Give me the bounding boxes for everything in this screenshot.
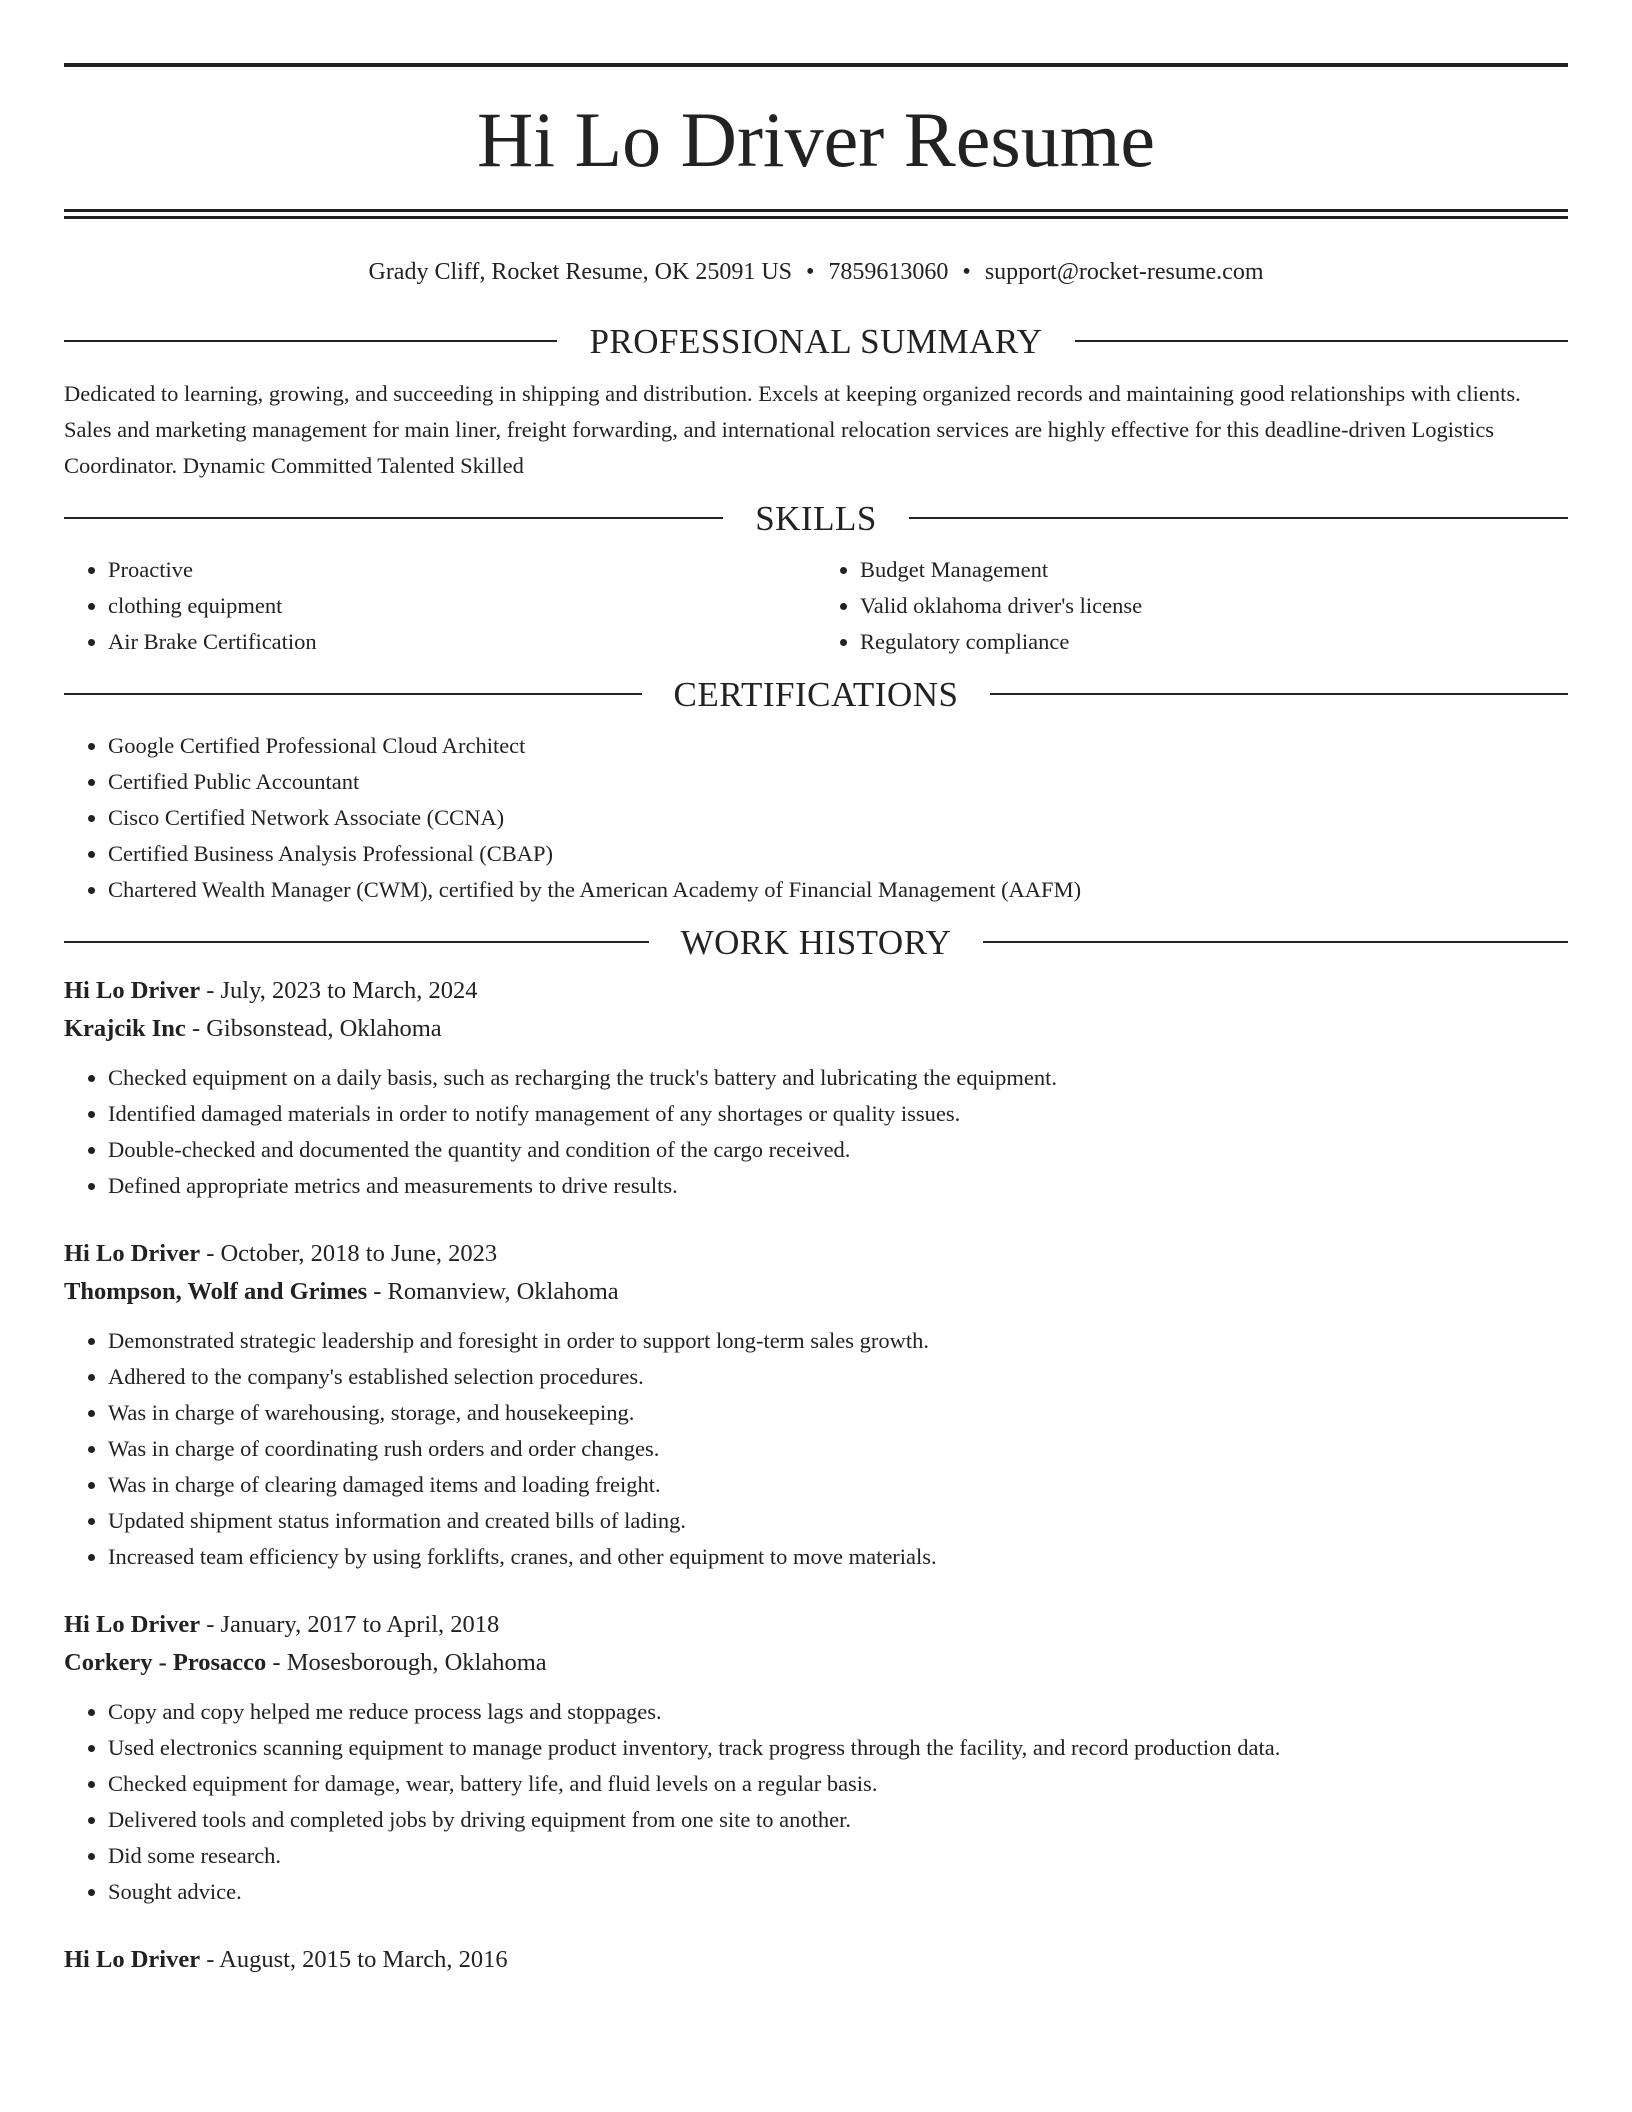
job-bullet: • Did some research. [108, 1838, 1568, 1874]
work-history-heading-label: WORK HISTORY [680, 922, 952, 962]
certification-item: • Google Certified Professional Cloud Architect [108, 728, 1568, 764]
contact-address: Grady Cliff, Rocket Resume, OK 25091 US [368, 259, 792, 285]
job-dates: - July, 2023 to March, 2024 [200, 976, 478, 1004]
contact-separator: • [806, 259, 815, 285]
job-company: Thompson, Wolf and Grimes [64, 1277, 368, 1305]
certifications-list [64, 728, 1568, 908]
job-bullet: • Checked equipment on a daily basis, such as recharging the truck's battery and lubricating the equipment. [108, 1060, 1568, 1096]
heading-rule-left [64, 340, 557, 342]
certifications-heading-label: CERTIFICATIONS [673, 674, 959, 714]
skill-item: • clothing equipment [108, 588, 816, 624]
job-company: Krajcik Inc [64, 1014, 186, 1042]
job-dates: - October, 2018 to June, 2023 [200, 1239, 498, 1267]
job-title-line [64, 1941, 1568, 1979]
job-company-line [64, 1010, 1568, 1048]
job-entry [64, 972, 1568, 1204]
summary-heading-label: PROFESSIONAL SUMMARY [589, 321, 1043, 361]
top-rule [64, 63, 1568, 67]
heading-rule-right [983, 941, 1568, 943]
skill-item: • Proactive [108, 552, 816, 588]
heading-rule-left [64, 693, 642, 695]
heading-rule-left [64, 941, 649, 943]
contact-separator: • [962, 259, 971, 285]
job-title: Hi Lo Driver [64, 976, 201, 1004]
job-bullets [64, 1060, 1568, 1204]
job-title-line [64, 1606, 1568, 1644]
heading-rule-right [990, 693, 1568, 695]
summary-heading [64, 321, 1568, 361]
job-entry [64, 1235, 1568, 1575]
job-entry [64, 1606, 1568, 1910]
job-bullet: • Was in charge of coordinating rush orders and order changes. [108, 1431, 1568, 1467]
job-bullet: • Was in charge of warehousing, storage, and housekeeping. [108, 1395, 1568, 1431]
job-title: Hi Lo Driver [64, 1945, 201, 1973]
job-title-line [64, 1235, 1568, 1273]
title-double-rule [64, 209, 1568, 219]
job-bullet: • Identified damaged materials in order to notify management of any shortages or quality issues. [108, 1096, 1568, 1132]
job-title: Hi Lo Driver [64, 1610, 201, 1638]
job-company-line [64, 1644, 1568, 1682]
job-bullet: • Double-checked and documented the quantity and condition of the cargo received. [108, 1132, 1568, 1168]
skills-column-left [64, 552, 816, 660]
job-title-line [64, 972, 1568, 1010]
contact-email: support@rocket-resume.com [984, 259, 1264, 285]
job-dates: - January, 2017 to April, 2018 [200, 1610, 500, 1638]
job-bullets [64, 1323, 1568, 1575]
job-bullet: • Was in charge of clearing damaged items and loading freight. [108, 1467, 1568, 1503]
certification-item: • Certified Business Analysis Professional (CBAP) [108, 836, 1568, 872]
job-bullet: • Increased team efficiency by using forklifts, cranes, and other equipment to move materials. [108, 1539, 1568, 1575]
job-location: - Romanview, Oklahoma [367, 1277, 619, 1305]
heading-rule-right [1075, 340, 1568, 342]
job-bullet: • Defined appropriate metrics and measurements to drive results. [108, 1168, 1568, 1204]
skill-item: • Regulatory compliance [860, 624, 1568, 660]
skills-heading-label: SKILLS [755, 498, 877, 538]
job-bullet: • Used electronics scanning equipment to manage product inventory, track progress through the facility, and record production data. [108, 1730, 1568, 1766]
skills-heading [64, 498, 1568, 538]
page-title: Hi Lo Driver Resume [476, 96, 1155, 183]
work-history-heading [64, 922, 1568, 962]
job-bullet: • Updated shipment status information and created bills of lading. [108, 1503, 1568, 1539]
skills-list [64, 552, 1568, 660]
contact-phone: 7859613060 [828, 259, 949, 285]
job-company: Corkery - Prosacco [64, 1648, 267, 1676]
contact-line [64, 258, 1568, 287]
job-bullet: • Adhered to the company's established selection procedures. [108, 1359, 1568, 1395]
skill-item: • Valid oklahoma driver's license [860, 588, 1568, 624]
heading-rule-right [909, 517, 1568, 519]
job-location: - Gibsonstead, Oklahoma [185, 1014, 442, 1042]
job-location: - Mosesborough, Oklahoma [266, 1648, 547, 1676]
job-bullet: • Copy and copy helped me reduce process lags and stoppages. [108, 1694, 1568, 1730]
skill-item: • Budget Management [860, 552, 1568, 588]
job-bullet: • Demonstrated strategic leadership and foresight in order to support long-term sales growth. [108, 1323, 1568, 1359]
job-dates: - August, 2015 to March, 2016 [200, 1945, 508, 1973]
skills-column-right [816, 552, 1568, 660]
resume-content [64, 63, 1568, 1979]
job-bullet: • Checked equipment for damage, wear, battery life, and fluid levels on a regular basis. [108, 1766, 1568, 1802]
job-company-line [64, 1273, 1568, 1311]
job-bullets [64, 1694, 1568, 1910]
job-title: Hi Lo Driver [64, 1239, 201, 1267]
certification-item: • Chartered Wealth Manager (CWM), certified by the American Academy of Financial Management (AAFM) [108, 872, 1568, 908]
summary-text: Dedicated to learning, growing, and succeeding in shipping and distribution. Excels at keeping organized records and maintaining good relationships with clients. Sales and marketing management for main liner, freight forwarding, and international relocation services are highly effective for this deadline-driven Logistics Coordinator. Dynamic Committed Talented Skilled [64, 380, 1521, 478]
skill-item: • Air Brake Certification [108, 624, 816, 660]
job-bullet: • Sought advice. [108, 1874, 1568, 1910]
certification-item: • Cisco Certified Network Associate (CCNA) [108, 800, 1568, 836]
certification-item: • Certified Public Accountant [108, 764, 1568, 800]
certifications-heading [64, 674, 1568, 714]
job-bullet: • Delivered tools and completed jobs by driving equipment from one site to another. [108, 1802, 1568, 1838]
heading-rule-left [64, 517, 723, 519]
job-entry [64, 1941, 1568, 1979]
